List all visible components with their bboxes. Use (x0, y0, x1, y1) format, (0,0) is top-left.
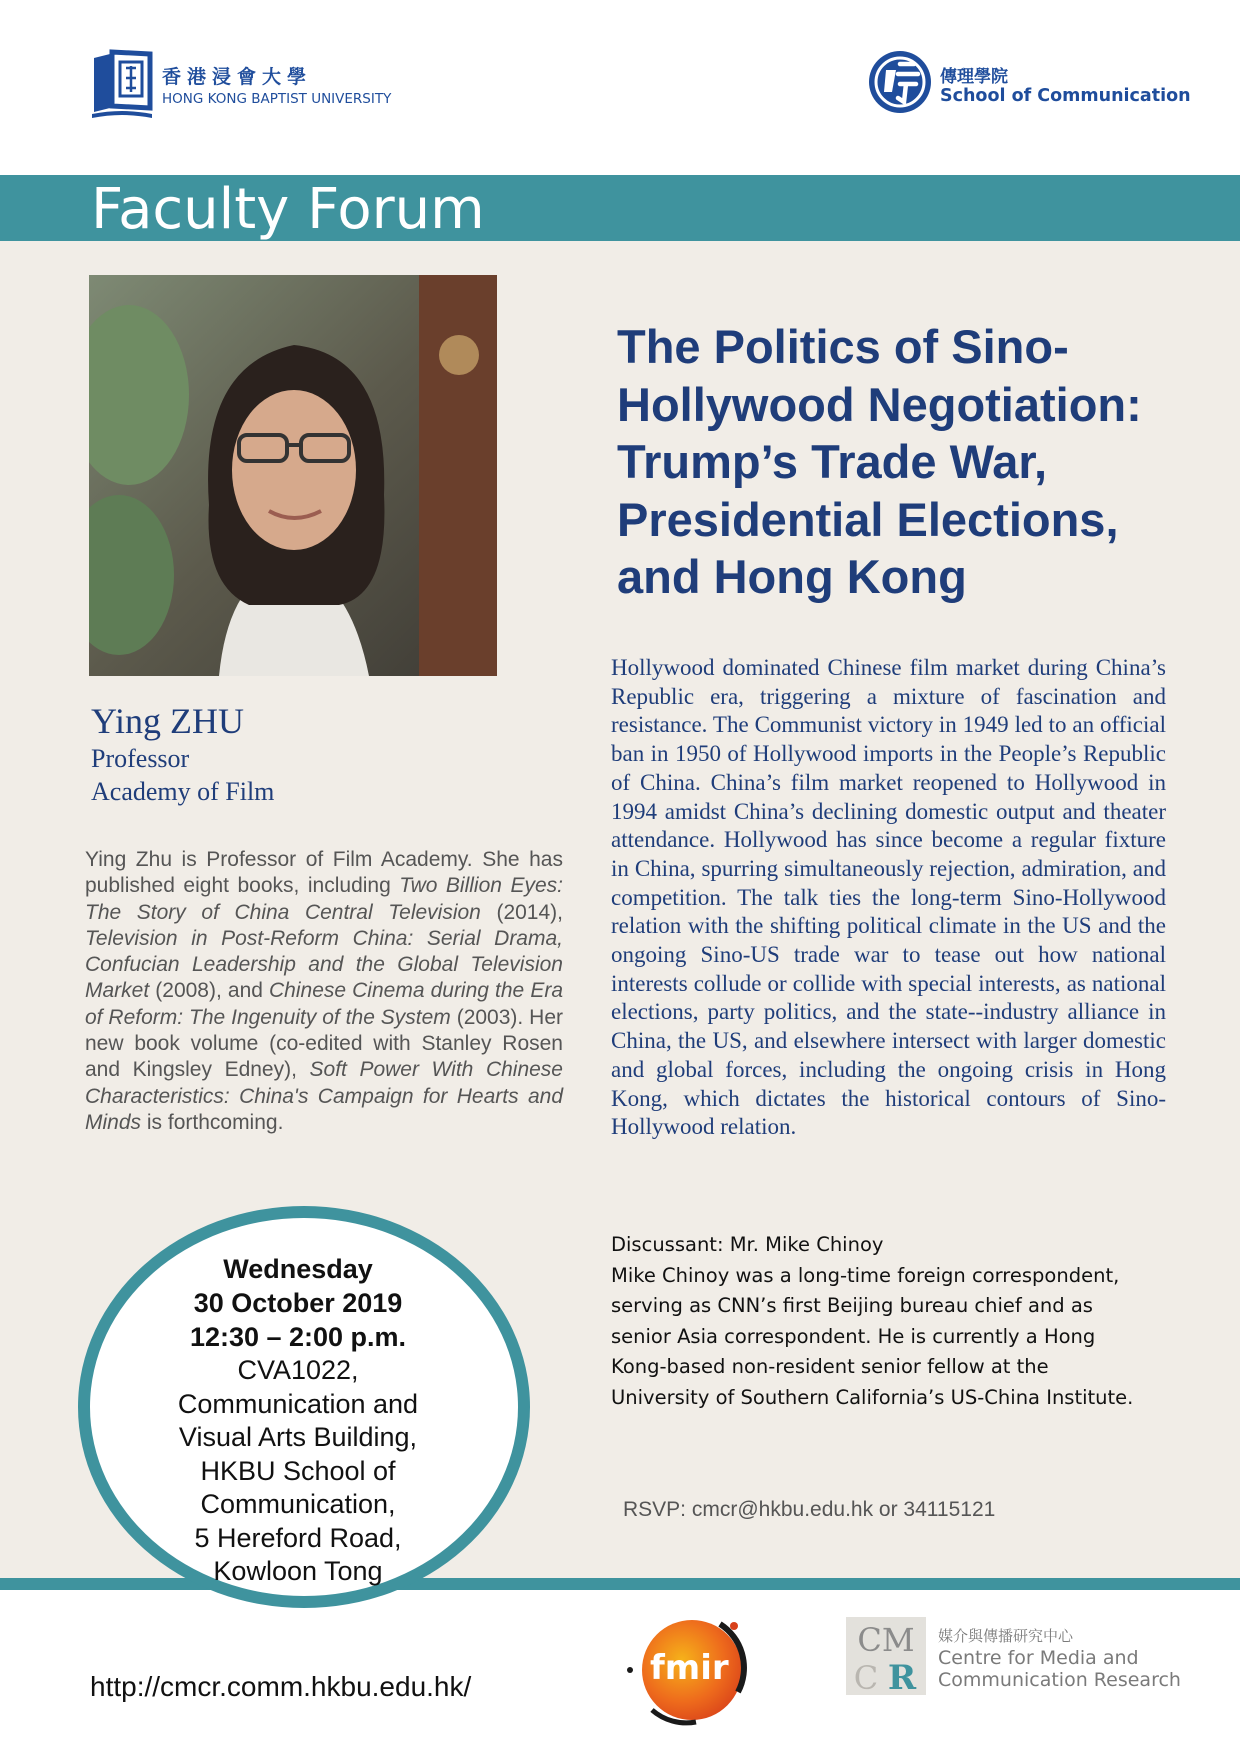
cmcr-logo (846, 1617, 1186, 1695)
cmcr-name-cn: 媒介與傳播研究中心 (938, 1627, 1074, 1645)
speaker-photo (89, 275, 497, 676)
bio-text: (2014), (480, 900, 563, 924)
event-day: Wednesday (223, 1254, 373, 1284)
forum-title: Faculty Forum (91, 177, 485, 242)
venue-line: Communication, (200, 1489, 396, 1519)
speaker-title: Professor (91, 744, 190, 773)
cmcr-name-en-line1: Centre for Media and (938, 1647, 1139, 1669)
website-url[interactable]: http://cmcr.comm.hkbu.edu.hk/ (90, 1671, 472, 1702)
hkbu-emblem-icon (90, 48, 154, 120)
bio-book-title: Two Billion Eyes: The Story of China Central Television (85, 874, 563, 924)
discussant-bio-line: Mike Chinoy was a long-time foreign correspondent, (611, 1263, 1120, 1287)
rsvp-contact: RSVP: cmcr@hkbu.edu.hk or 34115121 (623, 1498, 996, 1521)
soc-emblem-icon (866, 48, 934, 116)
venue-line: Communication and (177, 1388, 419, 1419)
venue-line: CVA1022, (237, 1355, 359, 1385)
svg-text:CM: CM (857, 1621, 915, 1659)
hkbu-name-cn: 香港浸會大學 (162, 66, 313, 88)
event-date: 30 October 2019 (193, 1288, 403, 1318)
cmcr-name-en-line2: Communication Research (938, 1669, 1181, 1691)
discussant-bio-line: Kong-based non-resident senior fellow at the (611, 1355, 1049, 1378)
school-name-cn: 傳理學院 (940, 67, 1008, 87)
bio-book-title: Television in Post-Reform China: Serial Drama, Confucian Leadership and the Global Television Market (85, 926, 563, 1003)
bio-text: (2008), and (149, 979, 270, 1003)
bio-book-title: Soft Power With Chinese Characteristics: China's Campaign for Hearts and Minds (85, 1058, 563, 1134)
venue-line: Kowloon Tong (213, 1556, 383, 1586)
fmir-logo-text: fmir (650, 1648, 729, 1688)
bio-text: is forthcoming. (141, 1110, 284, 1134)
event-time: 12:30 – 2:00 p.m. (189, 1322, 407, 1352)
talk-title: The Politics of Sino-Hollywood Negotiation: Trump’s Trade War, Presidential Elections, and Hong Kong (617, 320, 1142, 603)
bio-text: Ying Zhu is Professor of Film Academy. She has published eight books, including (85, 848, 563, 898)
speaker-name: Ying ZHU (91, 701, 244, 741)
discussant-heading: Discussant: Mr. Mike Chinoy (611, 1233, 884, 1256)
venue-line: HKBU School of (200, 1455, 396, 1486)
bio-book-title: Chinese Cinema during the Era of Reform: The Ingenuity of the System (85, 979, 563, 1029)
hkbu-logo (90, 48, 390, 122)
speaker-bio (85, 847, 563, 1136)
svg-text:C: C (853, 1659, 879, 1695)
cmcr-emblem-icon (846, 1617, 926, 1695)
discussant-bio-line: serving as CNN’s first Beijing bureau chief and as (611, 1294, 1093, 1317)
talk-abstract: Hollywood dominated Chinese film market during China’s Republic era, triggering a mixture of fascination and resistance. The Communist victory in 1949 led to an official ban in 1950 of Hollywood imports in the People’s Republic of China. China’s film market reopened to Hollywood in 1994 amidst China’s declining domestic output and theater attendance. Hollywood has since become a regular fixture in China, spurring simultaneously rejection, admiration, and competition. The talk ties the long-term Sino-Hollywood relation with the shifting political climate in the US and the ongoing Sino-US trade war to tease out how national interests collude or collide with special interests, as national elections, party politics, and the state--industry alliance in China, the US, and elsewhere intersect with larger domestic and global forces, including the ongoing crisis in Hong Kong, which dictates the historical contours of Sino-Hollywood relation. (611, 655, 1166, 1140)
svg-text:R: R (887, 1658, 917, 1695)
discussant-section (611, 1230, 1191, 1413)
hkbu-name-en: HONG KONG BAPTIST UNIVERSITY (162, 91, 392, 107)
speaker-unit: Academy of Film (91, 777, 275, 806)
school-name-en: School of Communication (940, 86, 1191, 106)
discussant-bio-line: senior Asia correspondent. He is currently a Hong (611, 1324, 1096, 1348)
fmir-logo (622, 1606, 752, 1736)
school-of-communication-logo (866, 48, 1191, 120)
event-details (88, 1252, 508, 1589)
venue-line: 5 Hereford Road, (194, 1522, 402, 1553)
venue-line: Visual Arts Building, (178, 1422, 418, 1452)
discussant-bio-line: University of Southern California’s US-China Institute. (611, 1385, 1134, 1409)
bio-text: (2003). Her new book volume (co-edited with Stanley Rosen and Kingsley Edney), (85, 1005, 563, 1082)
